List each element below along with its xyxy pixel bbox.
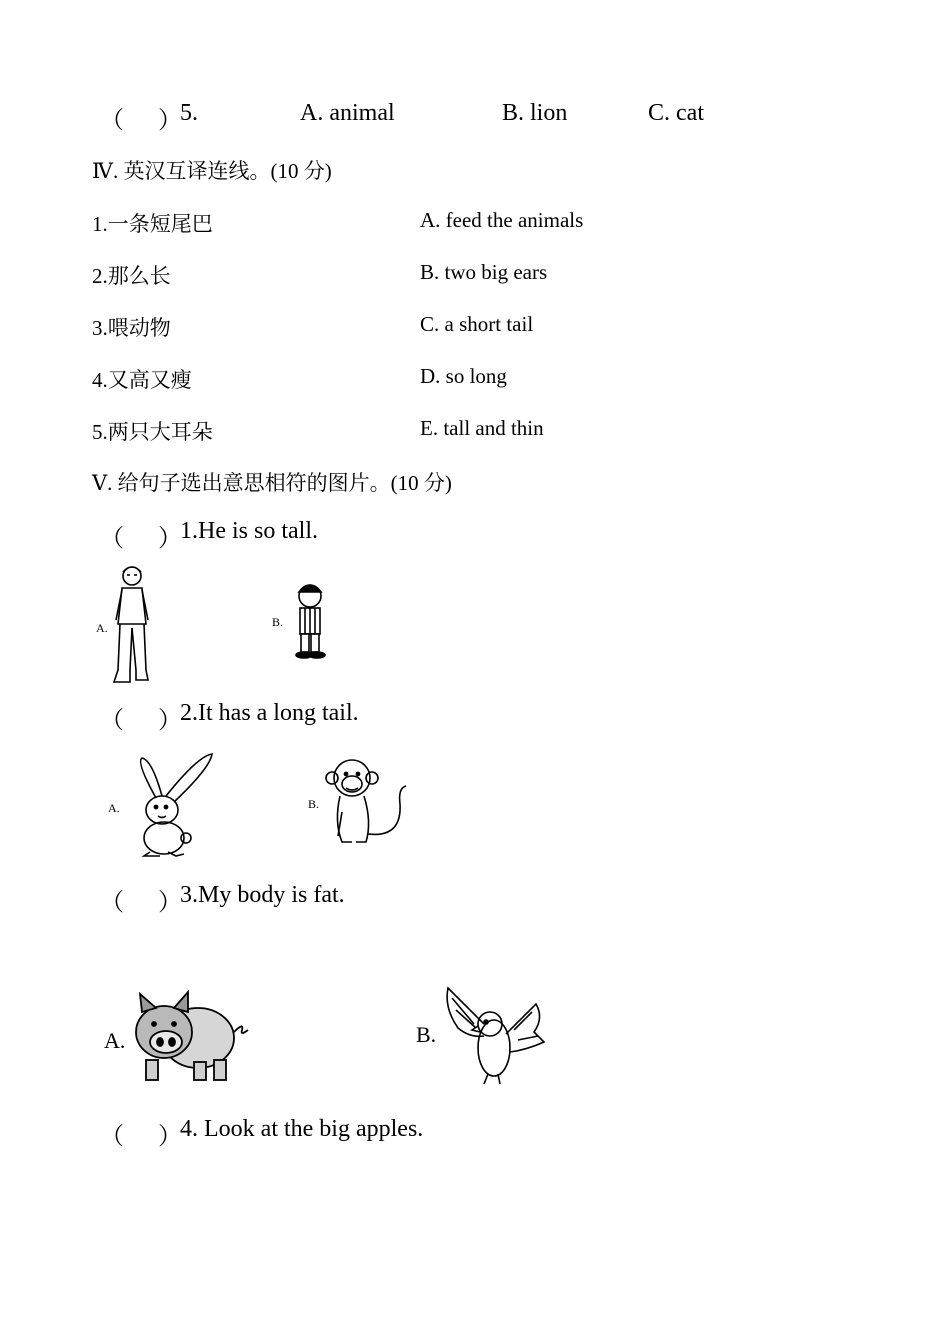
q2-label-a: A. bbox=[108, 801, 120, 815]
section-5-title: Ⅴ. 给句子选出意思相符的图片。(10 分) bbox=[92, 471, 452, 495]
match-right-c: C. a short tail bbox=[420, 312, 534, 336]
q1-label-b: B. bbox=[272, 615, 284, 629]
q5-paren-open: （ bbox=[100, 108, 124, 134]
q4-sentence: 4. Look at the big apples. bbox=[180, 1116, 424, 1142]
q4-paren-open: （ bbox=[100, 1124, 124, 1150]
q1-label-a: A. bbox=[96, 621, 108, 635]
q1-paren-close: ） bbox=[158, 526, 182, 552]
match-right-b: B. two big ears bbox=[420, 260, 548, 284]
monkey-picture bbox=[306, 752, 410, 852]
match-right-e: E. tall and thin bbox=[420, 416, 544, 440]
q5-option-a: A. animal bbox=[300, 100, 395, 126]
match-left-4: 4.又高又瘦 bbox=[92, 368, 192, 392]
q3-sentence: 3.My body is fat. bbox=[180, 882, 345, 908]
match-left-1: 1.一条短尾巴 bbox=[92, 212, 213, 236]
q1-sentence: 1.He is so tall. bbox=[180, 518, 318, 544]
q5-option-b: B. lion bbox=[502, 100, 568, 126]
tall-man-picture bbox=[94, 562, 164, 690]
rabbit-picture bbox=[106, 752, 218, 860]
q5-option-c: C. cat bbox=[648, 100, 704, 126]
q2-label-b: B. bbox=[308, 797, 320, 811]
q4-paren-close: ） bbox=[158, 1124, 182, 1150]
match-left-2: 2.那么长 bbox=[92, 264, 171, 288]
short-boy-picture bbox=[270, 580, 332, 664]
q1-paren-open: （ bbox=[100, 526, 124, 552]
match-left-3: 3.喂动物 bbox=[92, 316, 171, 340]
q3-label-a: A. bbox=[104, 1028, 126, 1053]
match-left-5: 5.两只大耳朵 bbox=[92, 420, 213, 444]
q3-paren-close: ） bbox=[158, 890, 182, 916]
q3-paren-open: （ bbox=[100, 890, 124, 916]
q2-paren-close: ） bbox=[158, 708, 182, 734]
match-right-a: A. feed the animals bbox=[420, 208, 584, 232]
q5-paren-close: ） bbox=[158, 108, 182, 134]
q5-number: 5. bbox=[180, 100, 198, 126]
q2-sentence: 2.It has a long tail. bbox=[180, 700, 359, 726]
match-right-d: D. so long bbox=[420, 364, 507, 388]
bird-picture bbox=[414, 984, 552, 1088]
pig-picture bbox=[102, 986, 254, 1086]
section-4-title: Ⅳ. 英汉互译连线。(10 分) bbox=[92, 159, 332, 183]
q3-label-b: B. bbox=[416, 1022, 437, 1047]
q2-paren-open: （ bbox=[100, 708, 124, 734]
